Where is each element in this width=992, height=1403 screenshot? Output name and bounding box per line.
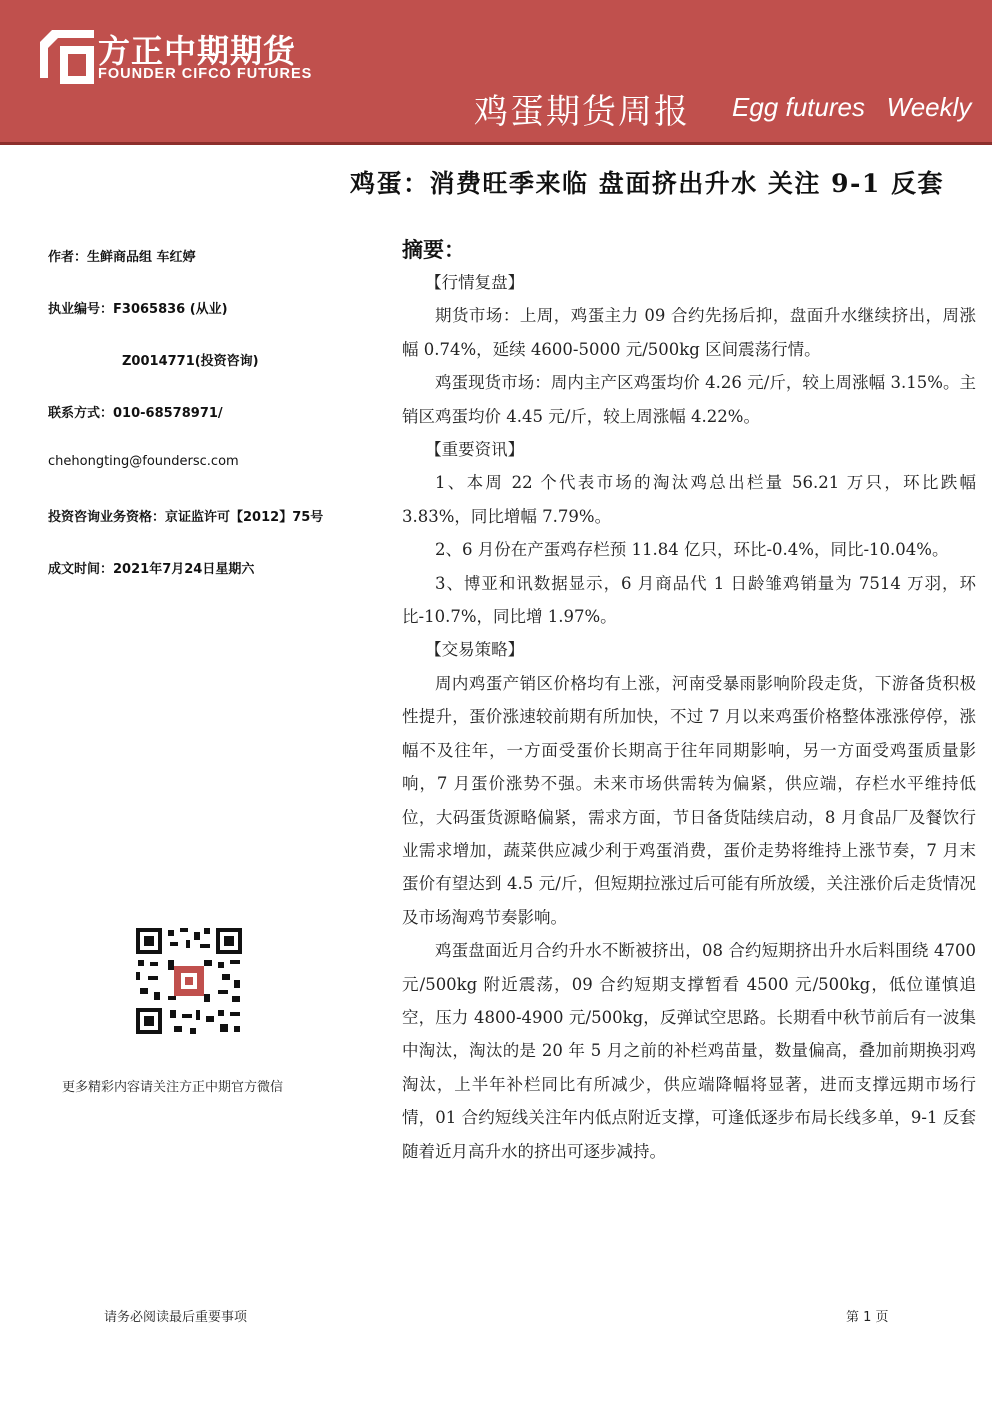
contact-label: 联系方式： — [48, 406, 114, 421]
qualification-label: 投资咨询业务资格： — [48, 510, 166, 525]
date-line — [48, 558, 254, 577]
page-number: 第 1 页 — [846, 1310, 889, 1325]
contact-line — [48, 402, 223, 421]
summary-paragraph: 3、博亚和讯数据显示，6 月商品代 1 日龄雏鸡销量为 7514 万羽，环比-10.7%，同比增 1.97%。 — [402, 573, 976, 627]
summary-paragraph: 2、6 月份在产蛋鸡存栏预 11.84 亿只，环比-0.4%，同比-10.04%。 — [435, 540, 949, 560]
email-line[interactable] — [48, 454, 239, 469]
license-label: 执业编号： — [48, 302, 114, 317]
page-headline: 鸡蛋：消费旺季来临 盘面挤出升水 关注 9-1 反套 — [350, 169, 944, 198]
license-line — [48, 298, 228, 317]
author-line — [48, 246, 196, 265]
license-value: F3065836 (从业) — [113, 302, 228, 317]
license-value-2: Z0014771(投资咨询) — [122, 354, 259, 369]
qualification-line — [48, 506, 323, 525]
date-label: 成文时间： — [48, 562, 114, 577]
brand-name-en: FOUNDER CIFCO FUTURES — [98, 66, 313, 82]
date-value: 2021年7月24日星期六 — [113, 562, 255, 577]
footer-disclaimer: 请务必阅读最后重要事项 — [104, 1310, 248, 1325]
summary-paragraph: 1、本周 22 个代表市场的淘汰鸡总出栏量 56.21 万只，环比跌幅 3.83%，同比增幅 7.79%。 — [402, 473, 976, 526]
summary-paragraph: 周内鸡蛋产销区价格均有上涨，河南受暴雨影响阶段走货，下游备货积极性提升，蛋价涨速较前期有所加快，不过 7 月以来鸡蛋价格整体涨涨停停，涨幅不及往年，一方面受蛋价长期高于往年同期影响，另一方面受鸡蛋质量影响，7 月蛋价涨势不强。未来市场供需转为偏紧，供应端，存栏水平维持低位，大码蛋货源略偏紧，需求方面，节日备货陆续启动，8 月食品厂及餐饮行业需求增加，蔬菜供应减少利于鸡蛋消费，蛋价走势将维持上涨节奏，7 月末蛋价有望达到 4.5 元/斤，但短期拉涨过后可能有所放缓，关注涨价后走货情况及市场淘鸡节奏影响。 — [402, 673, 976, 927]
brand-name-cn: 方正中期期货 — [98, 32, 297, 70]
section-heading: 【重要资讯】 — [425, 440, 525, 460]
qualification-value: 京证监许可【2012】75号 — [165, 510, 324, 525]
summary-paragraph: 期货市场：上周，鸡蛋主力 09 合约先扬后抑，盘面升水继续挤出，周涨幅 0.74%，延续 4600-5000 元/500kg 区间震荡行情。 — [402, 306, 976, 359]
license-line-2 — [122, 350, 259, 369]
qr-caption: 更多精彩内容请关注方正中期官方微信 — [62, 1080, 284, 1095]
report-title-cn: 鸡蛋期货周报 — [474, 92, 690, 132]
email-link[interactable]: chehongting@foundersc.com — [48, 454, 239, 469]
qr-code-icon — [134, 926, 244, 1036]
summary-paragraph: 鸡蛋盘面近月合约升水不断被挤出，08 合约短期挤出升水后料围绕 4700 元/500kg 附近震荡，09 合约短期支撑暂看 4500 元/500kg，低位谨慎追空，压力 4800-4900 元/500kg，反弹试空思路。长期看中秋节前后有一波集中淘汰，淘汰的是 20 年 5 月之前的补栏鸡苗量，数量偏高，叠加前期换羽鸡淘汰，上半年补栏同比有所减少，供应端降幅将显著，进而支撑远期市场行情，01 合约短线关注年内低点附近支撑，可逢低逐步布局长线多单，9-1 反套随着近月高升水的挤出可逐步减持。 — [402, 941, 976, 1161]
report-title-en: Egg futures Weekly — [732, 92, 972, 122]
summary-content — [402, 266, 976, 1168]
author-value: 生鲜商品组 车红婷 — [87, 250, 196, 265]
section-heading: 【行情复盘】 — [425, 273, 525, 292]
section-heading: 【交易策略】 — [425, 640, 525, 660]
founder-logo-icon — [38, 28, 96, 86]
author-label: 作者： — [48, 250, 88, 265]
summary-paragraph: 鸡蛋现货市场：周内主产区鸡蛋均价 4.26 元/斤，较上周涨幅 3.15%。主销区鸡蛋均价 4.45 元/斤，较上周涨幅 4.22%。 — [402, 373, 976, 426]
header-divider — [0, 142, 992, 145]
contact-value: 010-68578971/ — [113, 406, 223, 421]
summary-title: 摘要： — [402, 238, 465, 262]
